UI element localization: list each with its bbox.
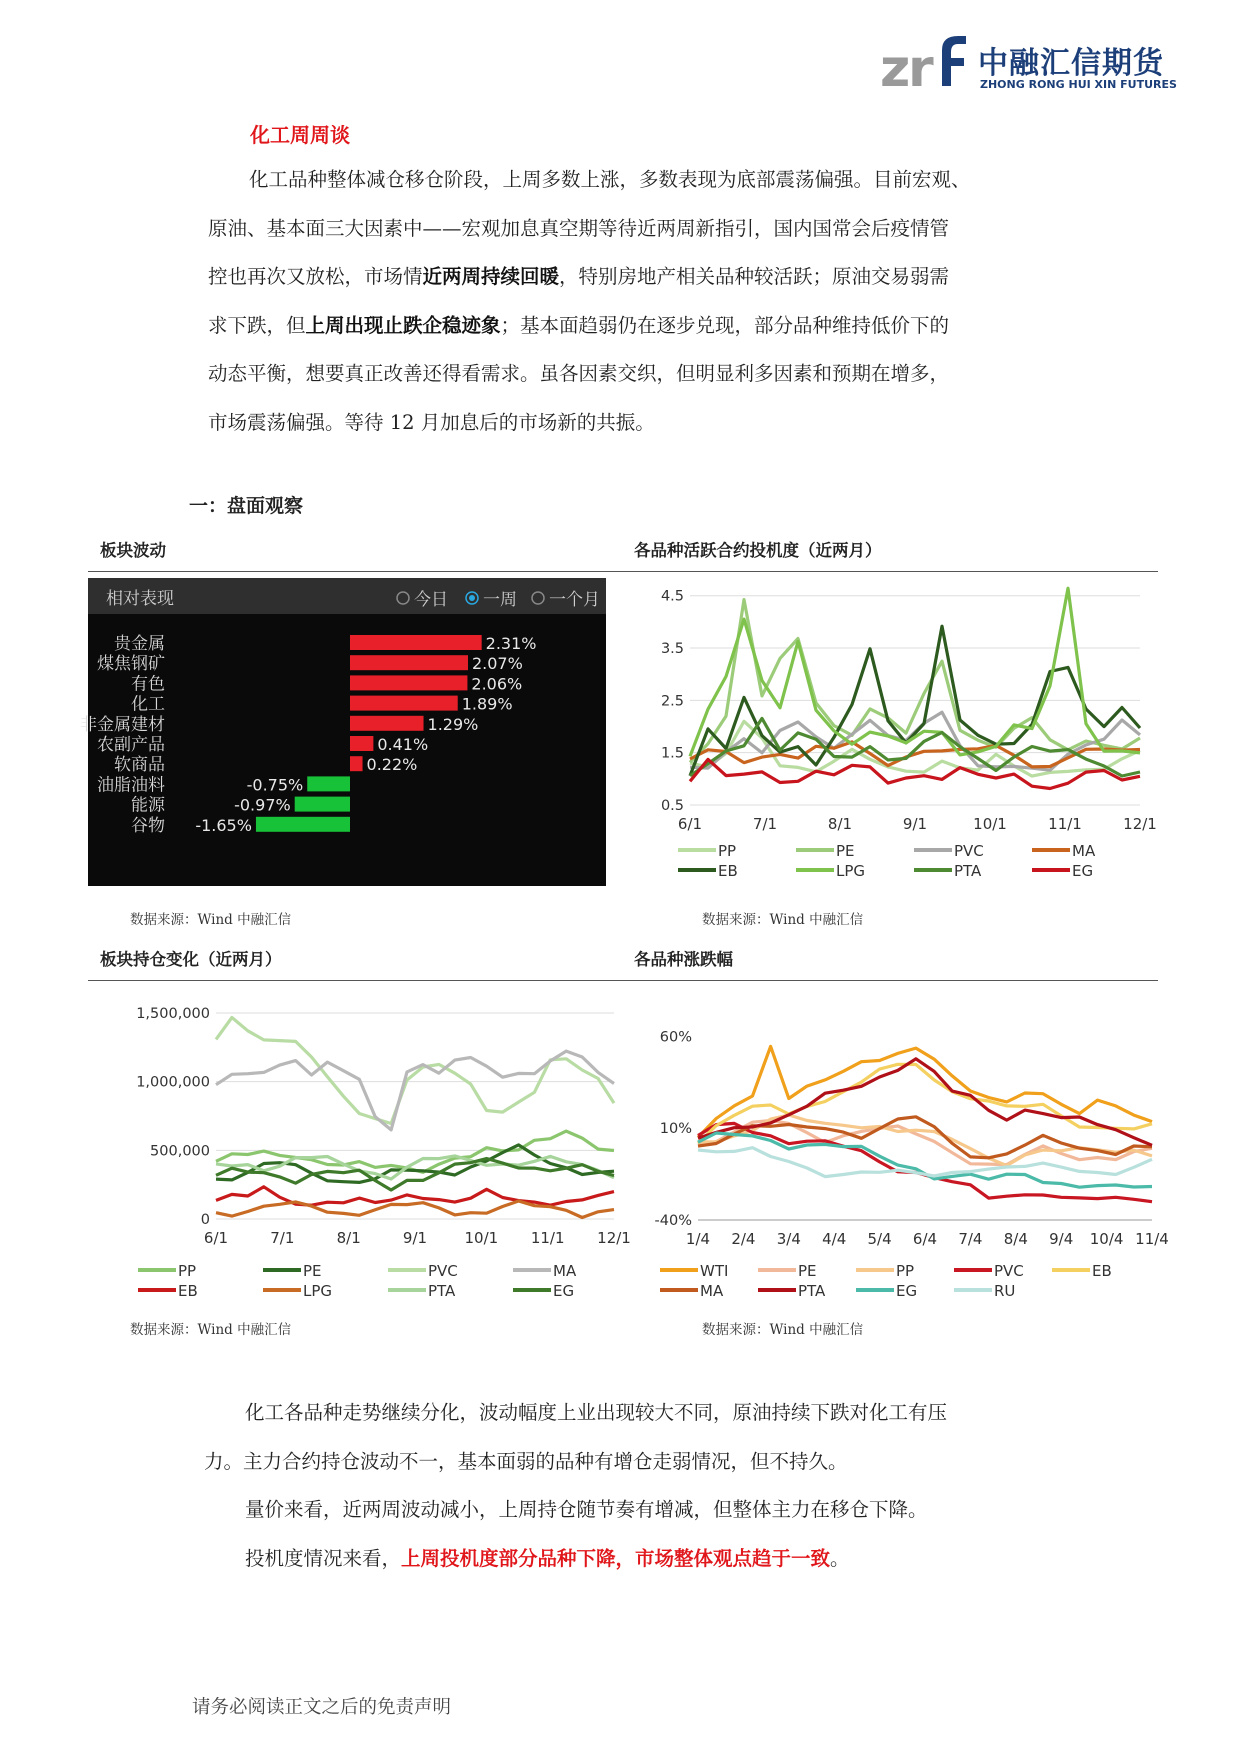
legend-label: EB bbox=[1092, 1262, 1112, 1280]
x-tick-label: 6/1 bbox=[677, 815, 703, 833]
data-source-note: 数据来源：Wind 中融汇信 bbox=[130, 912, 292, 928]
legend-label: RU bbox=[994, 1282, 1016, 1300]
report-title: 化工周周谈 bbox=[250, 123, 350, 147]
open-interest-line-chart bbox=[88, 988, 631, 1308]
x-tick-label: 8/4 bbox=[1003, 1230, 1028, 1248]
x-tick-label: 9/1 bbox=[402, 1229, 428, 1247]
x-tick-label: 4/4 bbox=[822, 1230, 847, 1248]
value-label: 1.89% bbox=[461, 694, 513, 714]
legend-label: LPG bbox=[836, 862, 866, 880]
legend-label: MA bbox=[553, 1262, 577, 1280]
series-line bbox=[698, 1123, 1152, 1201]
legend-label: PE bbox=[836, 842, 855, 860]
legend-label: LPG bbox=[303, 1282, 333, 1300]
svg-text:z: z bbox=[880, 39, 911, 99]
x-tick-label: 11/4 bbox=[1135, 1230, 1169, 1248]
data-source-note: 数据来源：Wind 中融汇信 bbox=[702, 1322, 864, 1338]
legend-label: EB bbox=[178, 1282, 198, 1300]
bar bbox=[350, 716, 424, 731]
y-tick-label: 1,500,000 bbox=[136, 1006, 210, 1022]
value-label: 2.31% bbox=[485, 634, 537, 653]
bar bbox=[256, 817, 350, 832]
value-label: -0.97% bbox=[234, 795, 291, 815]
brand-name-en: ZHONG RONG HUI XIN FUTURES bbox=[980, 78, 1177, 91]
category-label: 油脂油料 bbox=[97, 775, 165, 796]
y-tick-label: 0.5 bbox=[660, 798, 684, 814]
value-label: 2.07% bbox=[471, 654, 523, 674]
legend-label: PTA bbox=[954, 862, 982, 880]
analysis-line: 力。主力合约持仓波动不一，基本面弱的品种有增仓走弱情况，但不持久。 bbox=[204, 1449, 848, 1473]
intro-line: 化工品种整体减仓移仓阶段，上周多数上涨，多数表现为底部震荡偏强。目前宏观、 bbox=[249, 168, 971, 191]
value-label: 1.29% bbox=[427, 714, 479, 734]
section-heading: 一：盘面观察 bbox=[189, 495, 304, 517]
intro-line: 原油、基本面三大因素中——宏观加息真空期等待近两周新指引，国内国常会后疫情管 bbox=[208, 216, 950, 240]
y-tick-label: 2.5 bbox=[660, 693, 684, 710]
legend-label: EG bbox=[896, 1282, 918, 1300]
sector-bar-chart bbox=[80, 578, 606, 886]
analysis-paragraph bbox=[204, 1389, 1044, 1583]
value-label: 0.41% bbox=[377, 735, 429, 754]
legend-label: PVC bbox=[428, 1262, 458, 1280]
divider bbox=[622, 980, 1158, 981]
analysis-line: 量价来看，近两周波动减小，上周持仓随节奏有增减，但整体主力在移仓下降。 bbox=[245, 1498, 928, 1521]
x-tick-label: 7/4 bbox=[958, 1230, 983, 1248]
chart-title-open-interest: 板块持仓变化（近两月） bbox=[100, 950, 282, 969]
x-tick-label: 6/4 bbox=[912, 1230, 938, 1248]
bar bbox=[350, 675, 467, 690]
x-tick-label: 10/4 bbox=[1089, 1230, 1124, 1248]
value-label: -0.75% bbox=[246, 775, 304, 795]
legend-label: PTA bbox=[798, 1282, 826, 1300]
x-tick-label: 5/4 bbox=[867, 1230, 892, 1248]
intro-line: 求下跌，但上周出现止跌企稳迹象；基本面趋弱仍在逐步兑现，部分品种维持低价下的 bbox=[208, 313, 950, 337]
legend-label: PTA bbox=[428, 1282, 456, 1300]
intro-line: 市场震荡偏强。等待 12 月加息后的市场新的共振。 bbox=[208, 410, 655, 434]
x-tick-label: 9/4 bbox=[1049, 1230, 1074, 1248]
period-option-today[interactable] bbox=[397, 590, 448, 610]
category-label: 能源 bbox=[131, 795, 165, 816]
x-tick-label: 8/1 bbox=[336, 1229, 361, 1247]
series-line bbox=[690, 712, 1140, 770]
x-tick-label: 2/4 bbox=[731, 1230, 756, 1248]
legend-label: PP bbox=[718, 842, 737, 860]
y-tick-label: 500,000 bbox=[150, 1143, 210, 1160]
sector-performance-panel bbox=[80, 578, 606, 886]
series-line bbox=[216, 1051, 614, 1130]
value-label: 0.22% bbox=[366, 755, 418, 775]
disclaimer-footer: 请务必阅读正文之后的免责声明 bbox=[192, 1697, 452, 1718]
data-source-note: 数据来源：Wind 中融汇信 bbox=[702, 912, 864, 928]
legend-label: MA bbox=[1072, 842, 1096, 860]
series-line bbox=[690, 759, 1140, 788]
legend-label: EG bbox=[1072, 862, 1094, 880]
legend-label: PE bbox=[303, 1262, 322, 1280]
chart-title-sector: 板块波动 bbox=[100, 541, 166, 560]
y-tick-label: 60% bbox=[659, 1029, 692, 1046]
y-tick-label: 1,000,000 bbox=[136, 1074, 210, 1091]
analysis-line: 投机度情况来看，上周投机度部分品种下降，市场整体观点趋于一致。 bbox=[245, 1546, 850, 1570]
x-tick-label: 11/1 bbox=[1048, 815, 1082, 833]
bar bbox=[350, 736, 373, 751]
x-tick-label: 10/1 bbox=[973, 815, 1007, 833]
bar bbox=[350, 756, 363, 771]
series-line bbox=[216, 1018, 614, 1124]
x-tick-label: 12/1 bbox=[597, 1229, 631, 1247]
category-label: 贵金属 bbox=[114, 634, 165, 654]
period-option-month[interactable] bbox=[532, 590, 600, 610]
divider bbox=[88, 980, 622, 981]
speculation-line-chart bbox=[622, 580, 1158, 890]
period-option-week[interactable] bbox=[466, 590, 517, 610]
category-label: 谷物 bbox=[131, 815, 165, 836]
svg-text:今日: 今日 bbox=[414, 590, 448, 610]
analysis-line: 化工各品种走势继续分化，波动幅度上业出现较大不同，原油持续下跌对化工有压 bbox=[245, 1401, 948, 1424]
divider bbox=[622, 571, 1158, 572]
svg-text:一个月: 一个月 bbox=[549, 590, 600, 610]
bar bbox=[295, 797, 350, 812]
bar bbox=[350, 696, 458, 711]
x-tick-label: 8/1 bbox=[827, 815, 853, 833]
x-tick-label: 12/1 bbox=[1123, 815, 1157, 833]
x-tick-label: 9/1 bbox=[902, 815, 928, 833]
x-tick-label: 1/4 bbox=[685, 1230, 711, 1248]
x-tick-label: 7/1 bbox=[752, 815, 778, 833]
legend-label: PE bbox=[798, 1262, 817, 1280]
category-label: 有色 bbox=[131, 674, 165, 695]
x-tick-label: 10/1 bbox=[464, 1229, 499, 1247]
brand-name-cn: 中融汇信期货 bbox=[978, 46, 1164, 81]
svg-text:r: r bbox=[908, 39, 934, 99]
legend-label: MA bbox=[700, 1282, 724, 1300]
svg-text:一周: 一周 bbox=[483, 590, 517, 610]
bar bbox=[307, 776, 350, 791]
chart-title-price-change: 各品种涨跌幅 bbox=[634, 950, 733, 969]
chart-title-speculation: 各品种活跃合约投机度（近两月） bbox=[634, 541, 882, 560]
x-tick-label: 7/1 bbox=[270, 1229, 295, 1247]
bar bbox=[350, 635, 482, 650]
divider bbox=[88, 571, 622, 572]
x-tick-label: 6/1 bbox=[203, 1229, 229, 1247]
bar bbox=[350, 655, 468, 670]
legend-label: WTI bbox=[700, 1262, 729, 1280]
data-source-note: 数据来源：Wind 中融汇信 bbox=[130, 1322, 292, 1338]
legend-label: PP bbox=[896, 1262, 915, 1280]
legend-label: PP bbox=[178, 1262, 197, 1280]
highlight-text: 上周投机度部分品种下降，市场整体观点趋于一致 bbox=[401, 1546, 831, 1570]
legend-label: PVC bbox=[994, 1262, 1024, 1280]
intro-line: 动态平衡，想要真正改善还得看需求。虽各因素交织，但明显利多因素和预期在增多， bbox=[208, 362, 950, 385]
category-label: 软商品 bbox=[114, 755, 165, 776]
intro-line: 控也再次又放松，市场情近两周持续回暖，特别房地产相关品种较活跃；原油交易弱需 bbox=[208, 265, 950, 288]
highlight-text: 上周出现止跌企稳迹象 bbox=[305, 313, 501, 337]
value-label: -1.65% bbox=[195, 815, 252, 835]
radio-icon bbox=[532, 592, 544, 604]
value-label: 2.06% bbox=[471, 674, 523, 694]
category-label: 非金属建材 bbox=[80, 714, 165, 735]
legend-label: EB bbox=[718, 862, 738, 880]
price-change-line-chart bbox=[622, 988, 1169, 1308]
x-tick-label: 3/4 bbox=[776, 1230, 801, 1248]
legend-label: EG bbox=[553, 1282, 575, 1300]
y-tick-label: -40% bbox=[654, 1213, 692, 1229]
category-label: 化工 bbox=[131, 694, 165, 715]
radio-icon bbox=[397, 592, 409, 604]
y-tick-label: 10% bbox=[659, 1121, 692, 1138]
y-tick-label: 0 bbox=[200, 1212, 210, 1228]
panel-header-label: 相对表现 bbox=[106, 589, 174, 609]
brand-logo-mark bbox=[880, 28, 970, 99]
legend-label: PVC bbox=[954, 842, 984, 860]
y-tick-label: 4.5 bbox=[660, 588, 684, 605]
x-tick-label: 11/1 bbox=[530, 1229, 565, 1247]
category-label: 煤焦钢矿 bbox=[97, 654, 165, 675]
highlight-text: 近两周持续回暖 bbox=[422, 265, 560, 288]
category-label: 农副产品 bbox=[97, 735, 165, 755]
series-line bbox=[690, 742, 1140, 767]
y-tick-label: 3.5 bbox=[660, 641, 684, 658]
y-tick-label: 1.5 bbox=[660, 745, 684, 762]
intro-paragraph bbox=[208, 156, 1048, 447]
